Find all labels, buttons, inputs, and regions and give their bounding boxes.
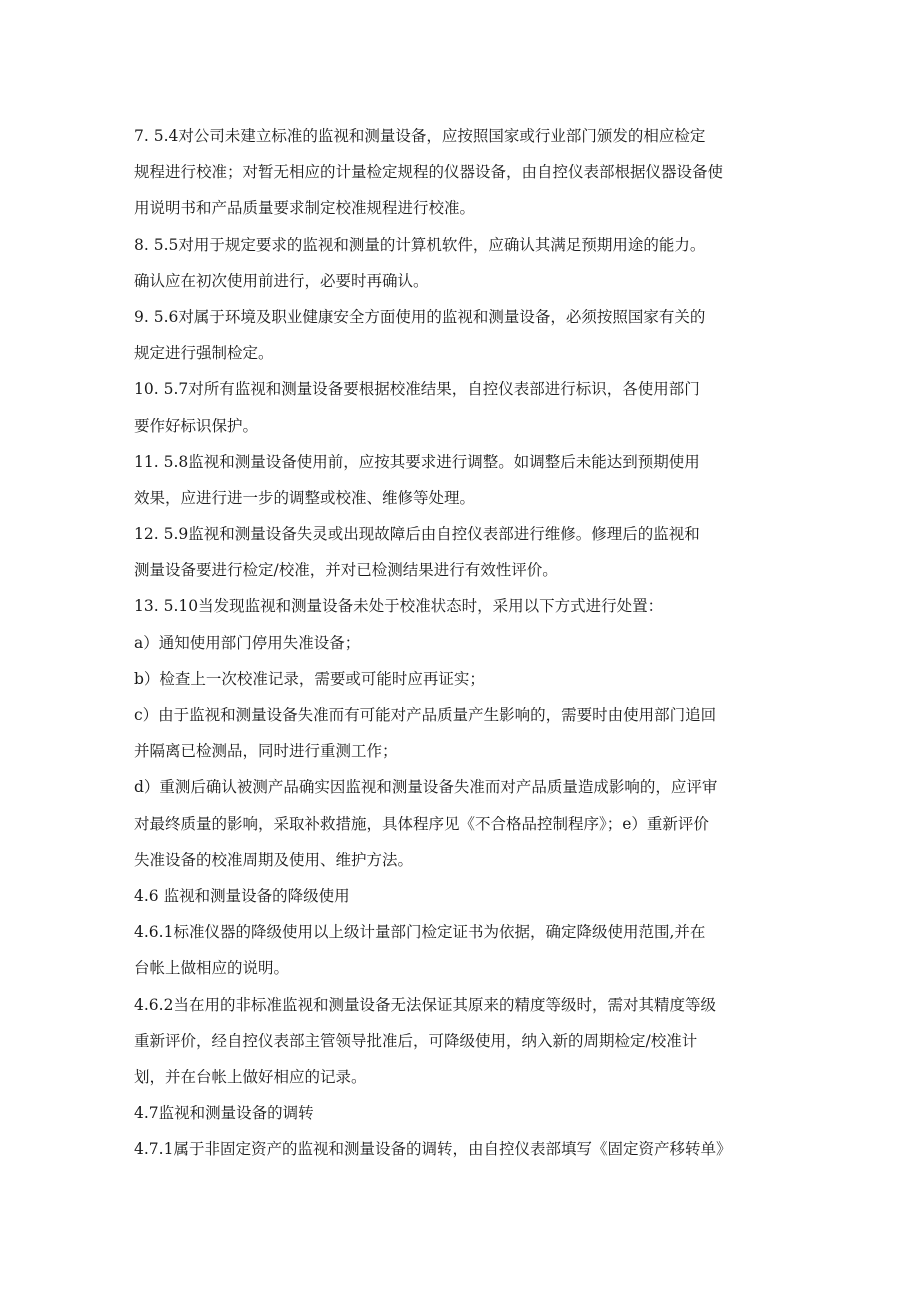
text-line: 8. 5.5对用于规定要求的监视和测量的计算机软件，应确认其满足预期用途的能力。 xyxy=(134,235,706,254)
text-line: 10. 5.7对所有监视和测量设备要根据校准结果，自控仪表部进行标识，各使用部门 xyxy=(134,380,700,399)
text-line: 确认应在初次使用前进行，必要时再确认。 xyxy=(134,271,429,290)
text-line: 4.6.1标准仪器的降级使用以上级计量部门检定证书为依据，确定降级使用范围,并在 xyxy=(134,923,706,942)
text-line: 重新评价，经自控仪表部主管领导批准后，可降级使用，纳入新的周期检定/校准计 xyxy=(134,1031,698,1050)
text-line: 失准设备的校准周期及使用、维护方法。 xyxy=(134,850,414,869)
text-line: 并隔离已检测品，同时进行重测工作； xyxy=(134,742,398,761)
text-line: 测量设备要进行检定/校准，并对已检测结果进行有效性评价。 xyxy=(134,561,558,580)
list-item: c）由于监视和测量设备失准而有可能对产品质量产生影响的，需要时由使用部门追回 xyxy=(134,706,717,724)
text-line: 13. 5.10当发现监视和测量设备未处于校准状态时，采用以下方式进行处置： xyxy=(134,597,664,616)
document-body xyxy=(134,118,814,1167)
section-heading: 4.7监视和测量设备的调转 xyxy=(134,1104,314,1123)
text-line: 7. 5.4对公司未建立标准的监视和测量设备，应按照国家或行业部门颁发的相应检定 xyxy=(134,127,706,145)
text-line: 用说明书和产品质量要求制定校准规程进行校准。 xyxy=(134,199,476,218)
text-line: 规定进行强制检定。 xyxy=(134,344,274,363)
list-item: a）通知使用部门停用失准设备； xyxy=(134,633,361,652)
text-line: 规程进行校准；对暂无相应的计量检定规程的仪器设备，由自控仪表部根据仪器设备使 xyxy=(134,163,724,182)
text-line: 9. 5.6对属于环境及职业健康安全方面使用的监视和测量设备，必须按照国家有关的 xyxy=(134,307,706,326)
section-heading: 4.6 监视和测量设备的降级使用 xyxy=(134,886,350,905)
text-line: 划，并在台帐上做好相应的记录。 xyxy=(134,1067,367,1086)
text-line: 效果，应进行进一步的调整或校准、维修等处理。 xyxy=(134,488,476,507)
text-line: 要作好标识保护。 xyxy=(134,416,259,435)
list-item: d）重测后确认被测产品确实因监视和测量设备失准而对产品质量造成影响的，应评审 xyxy=(134,778,718,797)
text-line: 11. 5.8监视和测量设备使用前，应按其要求进行调整。如调整后未能达到预期使用 xyxy=(134,452,700,471)
text-line: 4.6.2当在用的非标准监视和测量设备无法保证其原来的精度等级时，需对其精度等级 xyxy=(134,995,716,1014)
text-line: 12. 5.9监视和测量设备失灵或出现故障后由自控仪表部进行维修。修理后的监视和 xyxy=(134,525,700,544)
text-line: 对最终质量的影响，采取补救措施，具体程序见《不合格品控制程序》；e）重新评价 xyxy=(134,814,709,833)
text-line: 4.7.1属于非固定资产的监视和测量设备的调转，由自控仪表部填写《固定资产移转单》 xyxy=(134,1140,732,1159)
list-item: b）检查上一次校准记录，需要或可能时应再证实； xyxy=(134,669,485,688)
text-line: 台帐上做相应的说明。 xyxy=(134,959,290,978)
